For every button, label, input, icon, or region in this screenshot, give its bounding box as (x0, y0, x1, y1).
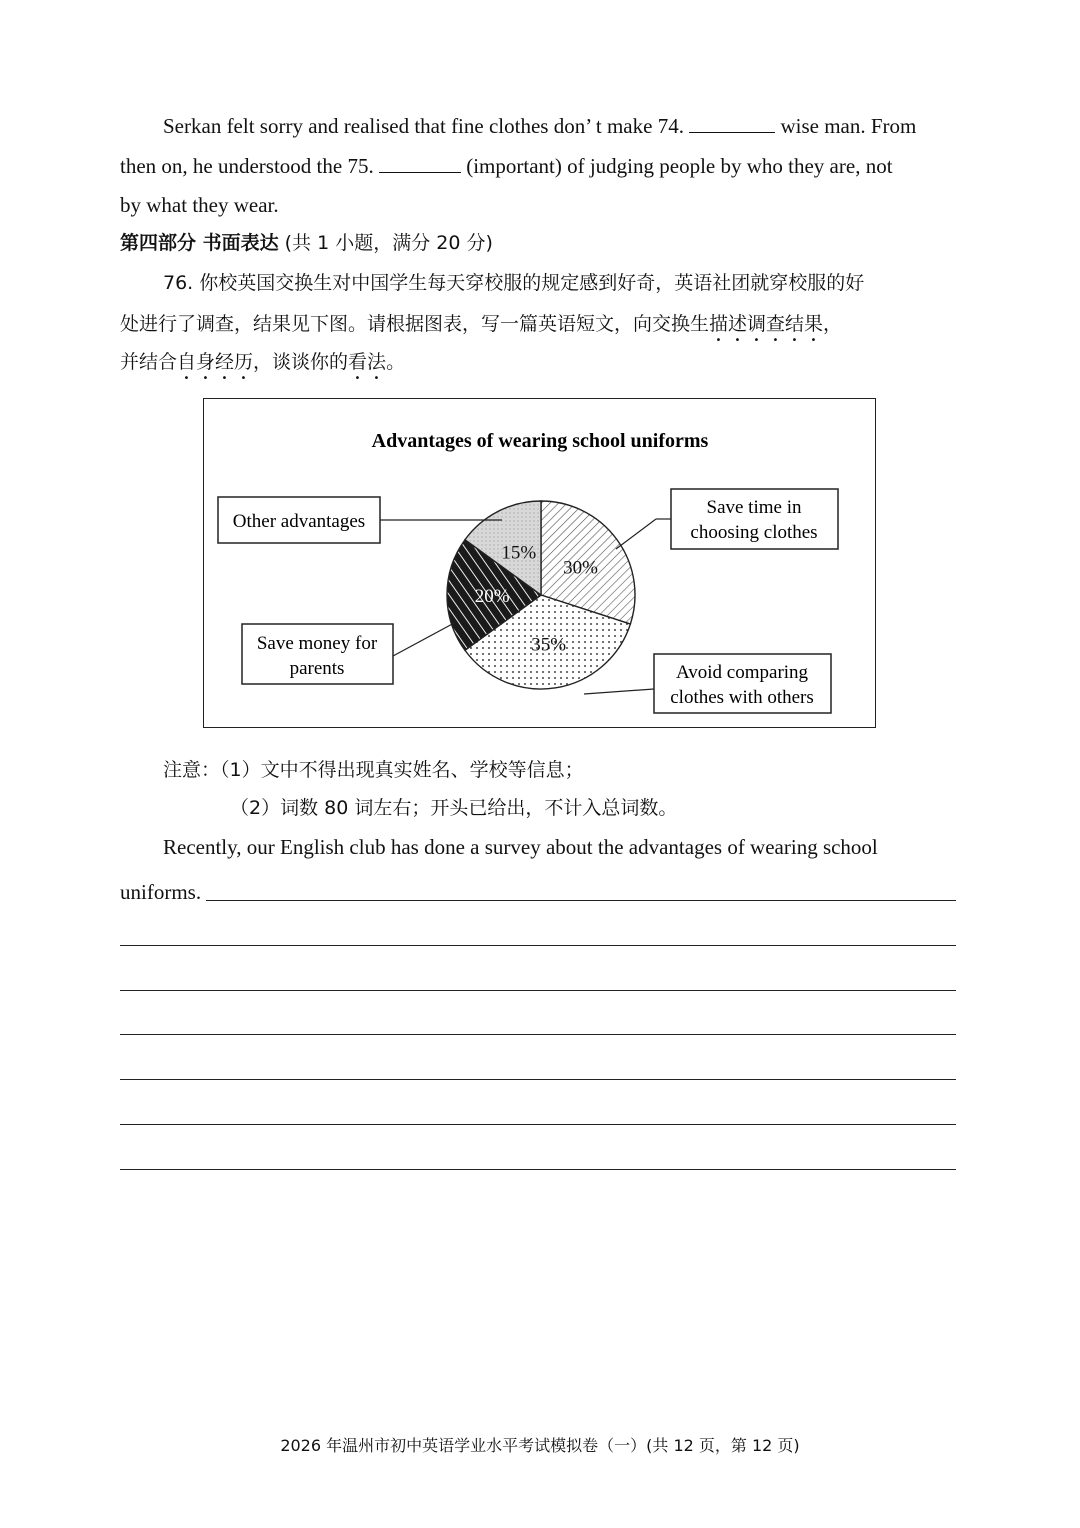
callout-text: choosing clothes (690, 522, 818, 543)
callout-save-money (242, 622, 456, 684)
task-text: 。 (386, 351, 406, 373)
writing-line[interactable] (120, 1169, 956, 1170)
writing-line[interactable] (120, 1079, 956, 1080)
writing-line[interactable] (120, 1034, 956, 1035)
task-line-2 (120, 310, 842, 346)
writing-line[interactable] (120, 1124, 956, 1125)
task-text: ， (823, 313, 843, 335)
passage-text: Serkan felt sorry and realised that fine clothes don’ t make 74. (163, 114, 684, 138)
leader-line (393, 622, 456, 656)
callout-text: Other advantages (232, 511, 366, 532)
callout-text: Save time in (706, 497, 802, 518)
section-title: 第四部分 书面表达 (120, 232, 279, 254)
word-hint: (important) (466, 154, 562, 178)
emphasis-text: 描述调查结果 (709, 313, 824, 335)
passage-line-2 (120, 152, 893, 180)
callout-other (218, 497, 502, 543)
callout-text: Avoid comparing (675, 662, 809, 683)
page-footer: 2026 年温州市初中英语学业水平考试模拟卷（一）(共 12 页，第 12 页) (280, 1436, 800, 1455)
task-line-3 (120, 348, 405, 384)
emphasis-text: 自身经历 (177, 351, 254, 373)
note-line-1: 注意：（1）文中不得出现真实姓名、学校等信息； (163, 759, 584, 781)
emphasis-text: 看法 (348, 351, 387, 373)
task-text: ，谈谈你的 (253, 351, 349, 373)
slice-value-label: 30% (563, 557, 598, 579)
slice-value-label: 15% (501, 542, 537, 564)
task-text: 处进行了调查，结果见下图。请根据图表，写一篇英语短文，向交换生 (120, 313, 710, 335)
callout-text: parents (289, 658, 345, 679)
answer-blank-74[interactable] (689, 114, 775, 133)
chart-title: Advantages of wearing school uniforms (371, 430, 709, 452)
callout-text: Save money for (256, 633, 378, 654)
passage-text: of judging people by who they are, not (567, 154, 893, 178)
writing-line[interactable] (206, 900, 956, 901)
pie-chart (204, 399, 874, 726)
passage-text: then on, he understood the 75. (120, 154, 374, 178)
writing-line[interactable] (120, 945, 956, 946)
essay-opening-line-2: uniforms. (120, 880, 202, 904)
essay-opening-line-1: Recently, our English club has done a survey about the advantages of wearing school (163, 835, 878, 859)
task-line-1: 76. 你校英国交换生对中国学生每天穿校服的规定感到好奇，英语社团就穿校服的好 (163, 272, 865, 294)
passage-text: wise man. From (780, 114, 917, 138)
leader-line (616, 519, 656, 549)
passage-line-1 (163, 112, 916, 140)
task-text: 并结合 (120, 351, 178, 373)
section-subtitle: (共 1 小题，满分 20 分) (284, 232, 493, 254)
answer-blank-75[interactable] (379, 154, 461, 173)
callout-save-time (616, 489, 838, 549)
slice-value-label: 35% (531, 634, 567, 656)
writing-line[interactable] (120, 990, 956, 991)
callout-avoid-comparing (584, 654, 831, 713)
slice-value-label: 20% (474, 586, 510, 607)
section-heading (120, 229, 493, 257)
leader-line (584, 689, 654, 694)
pie-chart-frame (203, 398, 876, 728)
passage-line-3: by what they wear. (120, 193, 279, 217)
callout-text: clothes with others (670, 687, 814, 708)
note-line-2: （2）词数 80 词左右；开头已给出，不计入总词数。 (230, 797, 678, 819)
